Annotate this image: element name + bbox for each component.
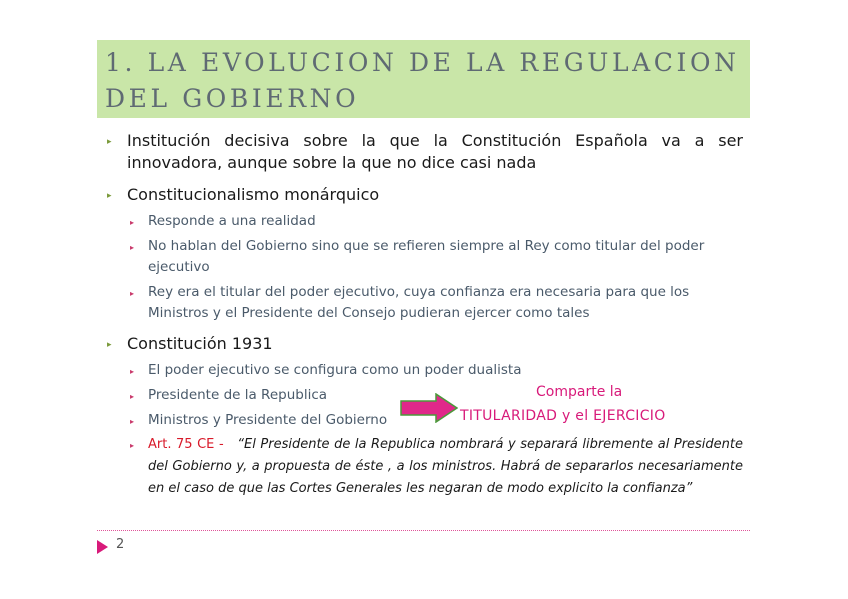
sub-bullet-marker: ▸ bbox=[130, 417, 135, 426]
title-line-2: DEL GOBIERNO bbox=[105, 84, 360, 113]
sub-bullet-realidad: Responde a una realidad bbox=[148, 213, 316, 229]
bullet-constitucion-1931: Constitución 1931 bbox=[127, 334, 273, 353]
title-band bbox=[97, 40, 750, 118]
callout-comparte: Comparte la bbox=[536, 384, 623, 400]
bullet-marker: ▸ bbox=[107, 191, 112, 201]
sub-bullet-marker: ▸ bbox=[130, 367, 135, 376]
bullet-constitucionalismo: Constitucionalismo monárquico bbox=[127, 185, 380, 204]
sub-bullet-marker: ▸ bbox=[130, 289, 135, 298]
sub-bullet-marker: ▸ bbox=[130, 218, 135, 227]
title-line-1: 1. LA EVOLUCION DE LA REGULACION bbox=[105, 48, 740, 77]
article-75 bbox=[148, 434, 743, 500]
right-arrow-icon bbox=[400, 393, 458, 423]
sub-bullet-marker: ▸ bbox=[130, 243, 135, 252]
article-label: Art. 75 CE - bbox=[148, 437, 224, 452]
sub-bullet-rey-confianza: Rey era el titular del poder ejecutivo, cuya confianza era necesaria para que los Ministros y el Presidente del Consejo pudieran ejercer como tales bbox=[148, 284, 690, 321]
page-number: 2 bbox=[116, 537, 125, 552]
sub-bullet-rey-titular: No hablan del Gobierno sino que se refieren siempre al Rey como titular del poder ejecutivo bbox=[148, 238, 705, 275]
bullet-marker: ▸ bbox=[107, 340, 112, 350]
callout-titularidad: TITULARIDAD y el EJERCICIO bbox=[460, 408, 666, 424]
sub-bullet-dualista: El poder ejecutivo se configura como un poder dualista bbox=[148, 362, 522, 378]
bullet-institucion: Institución decisiva sobre la que la Constitución Española va a ser innovadora, aunque sobre la que no dice casi nada bbox=[127, 131, 743, 172]
sub-bullet-marker: ▸ bbox=[130, 441, 135, 450]
bullet-marker: ▸ bbox=[107, 137, 112, 147]
sub-bullet-marker: ▸ bbox=[130, 392, 135, 401]
article-quote: “El Presidente de la Republica nombrará y separará libremente al Presidente del Gobierno y, a propuesta de éste , a los ministros. Habrá de separarlos necesariamente en el caso de que las Cortes Generales les negaran de modo explicito la confianza” bbox=[148, 437, 744, 496]
sub-bullet-presidente-republica: Presidente de la Republica bbox=[148, 387, 328, 403]
sub-bullet-ministros: Ministros y Presidente del Gobierno bbox=[148, 412, 388, 428]
footer-divider bbox=[97, 530, 750, 531]
triangle-right-icon bbox=[97, 540, 108, 554]
